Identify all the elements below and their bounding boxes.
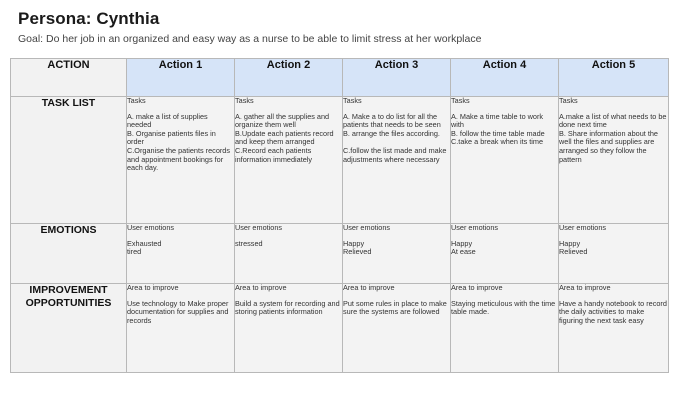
- action-1-header: Action 1: [127, 59, 235, 97]
- emotion-cell-action-3: [343, 224, 451, 284]
- task-cell-action-3: [343, 97, 451, 224]
- task-cell-action-1: [127, 97, 235, 224]
- cell-label: Tasks: [235, 96, 254, 105]
- action-2-header: Action 2: [235, 59, 343, 97]
- improvement-cell-action-1: [127, 284, 235, 373]
- improvement-cell-action-4: [451, 284, 559, 373]
- improvement-row: [11, 284, 669, 373]
- cell-label: Area to improve: [343, 283, 395, 292]
- cell-text: Exhausted tired: [127, 238, 162, 257]
- task-cell-action-2: [235, 97, 343, 224]
- task-list-row: [11, 97, 669, 224]
- cell-label: Tasks: [559, 96, 578, 105]
- task-cell-action-5: [559, 97, 669, 224]
- cell-label: User emotions: [451, 223, 499, 232]
- action-3-header: Action 3: [343, 59, 451, 97]
- cell-text: A. Make a to do list for all the patients that needs to be seen B. arrange the files according. C.follow the list made and make adjustments where necessary: [343, 111, 447, 164]
- task-list-header: TASK LIST: [11, 97, 127, 224]
- cell-label: Area to improve: [127, 283, 179, 292]
- action-4-header: Action 4: [451, 59, 559, 97]
- cell-text: Build a system for recording and storing patients information: [235, 298, 340, 317]
- cell-text: Happy Relieved: [559, 238, 588, 257]
- cell-label: Tasks: [127, 96, 146, 105]
- cell-text: Have a handy notebook to record the daily activities to make figuring the next task easy: [559, 298, 667, 325]
- cell-text: A. make a list of supplies needed B. Organise patients files in order C.Organise the patients records and appointment bookings for each day.: [127, 111, 231, 173]
- emotion-cell-action-4: [451, 224, 559, 284]
- improvement-header: IMPROVEMENT OPPORTUNITIES: [11, 284, 127, 373]
- cell-label: User emotions: [127, 223, 175, 232]
- improvement-cell-action-2: [235, 284, 343, 373]
- cell-text: Staying meticulous with the time table made.: [451, 298, 556, 317]
- cell-text: Put some rules in place to make sure the systems are followed: [343, 298, 447, 317]
- cell-label: User emotions: [343, 223, 391, 232]
- emotion-cell-action-2: [235, 224, 343, 284]
- cell-text: Use technology to Make proper documentation for supplies and records: [127, 298, 229, 325]
- cell-text: Happy At ease: [451, 238, 476, 257]
- persona-goal: Goal: Do her job in an organized and easy way as a nurse to be able to limit stress at her workplace: [18, 33, 482, 45]
- cell-label: Area to improve: [235, 283, 287, 292]
- cell-text: A.make a list of what needs to be done next time B. Share information about the well the files and supplies are arranged so they follow the pattern: [559, 111, 667, 164]
- cell-text: A. gather all the supplies and organize them well B.Update each patients record and keep them arranged C.Record each patients information immediately: [235, 111, 334, 164]
- emotions-header: EMOTIONS: [11, 224, 127, 284]
- cell-text: Happy Relieved: [343, 238, 372, 257]
- emotions-row: [11, 224, 669, 284]
- cell-label: User emotions: [235, 223, 283, 232]
- cell-label: Tasks: [343, 96, 362, 105]
- emotion-cell-action-5: [559, 224, 669, 284]
- cell-text: A. Make a time table to work with B. follow the time table made C.take a break when its time: [451, 111, 545, 147]
- journey-map-table: [10, 58, 669, 373]
- task-cell-action-4: [451, 97, 559, 224]
- emotion-cell-action-1: [127, 224, 235, 284]
- improvement-cell-action-3: [343, 284, 451, 373]
- cell-label: Tasks: [451, 96, 470, 105]
- action-corner-header: ACTION: [11, 59, 127, 97]
- action-5-header: Action 5: [559, 59, 669, 97]
- cell-label: Area to improve: [451, 283, 503, 292]
- improvement-cell-action-5: [559, 284, 669, 373]
- cell-label: User emotions: [559, 223, 607, 232]
- cell-text: stressed: [235, 238, 263, 248]
- persona-title: Persona: Cynthia: [18, 9, 160, 28]
- cell-label: Area to improve: [559, 283, 611, 292]
- header-row: [11, 59, 669, 97]
